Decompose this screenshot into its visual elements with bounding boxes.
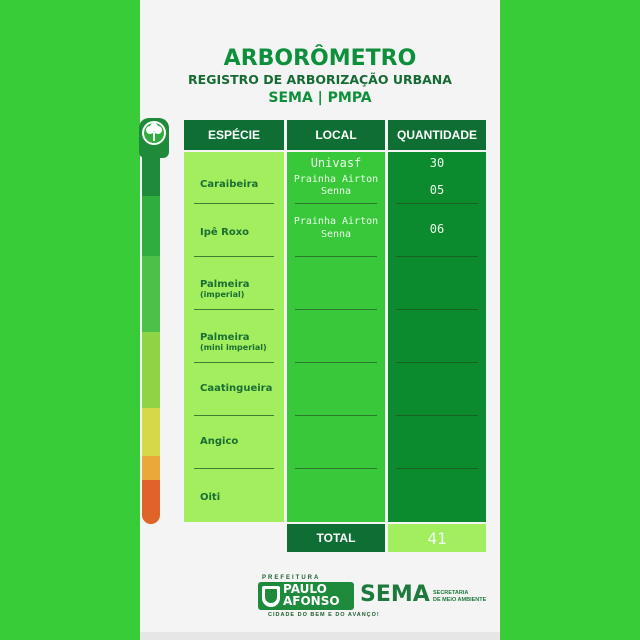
shield-inner: [265, 589, 277, 603]
row-divider: [396, 362, 478, 363]
quantity-cell: 05: [429, 183, 445, 197]
local-cell: Univasf: [310, 156, 362, 170]
thermo-segment: [142, 456, 160, 480]
quantity-cell: 06: [429, 222, 445, 236]
species-label: Palmeira (mini imperial): [200, 332, 267, 352]
species-label: Caatingueira: [200, 383, 273, 394]
total-value: 41: [388, 524, 486, 552]
row-divider: [194, 256, 274, 257]
column-header-especie: ESPÉCIE: [184, 120, 284, 150]
local-cell: Prainha Airton Senna: [293, 174, 379, 197]
local-column: [287, 152, 385, 522]
row-divider: [194, 203, 274, 204]
row-divider: [396, 203, 478, 204]
organization-label: SEMA | PMPA: [268, 90, 372, 106]
species-label: Palmeira (imperial): [200, 279, 250, 299]
thermometer-gauge: [142, 148, 160, 524]
row-divider: [396, 468, 478, 469]
city-slogan: CIDADE DO BEM E DO AVANÇO!: [268, 612, 380, 618]
page-title: ARBORÔMETRO: [223, 46, 417, 71]
sema-subtitle: SECRETARIA DE MEIO AMBIENTE: [433, 590, 487, 603]
row-divider: [295, 362, 377, 363]
row-divider: [295, 415, 377, 416]
thermo-segment: [142, 256, 160, 332]
row-divider: [396, 309, 478, 310]
city-name: PAULO AFONSO: [283, 582, 340, 608]
page-subtitle: REGISTRO DE ARBORIZAÇÃO URBANA: [188, 72, 452, 87]
row-divider: [194, 309, 274, 310]
card-shadow: [140, 632, 500, 640]
tree-icon: [139, 118, 169, 154]
species-label: Oiti: [200, 492, 221, 503]
column-header-local: LOCAL: [287, 120, 385, 150]
row-divider: [194, 415, 274, 416]
row-divider: [396, 415, 478, 416]
column-header-quantidade: QUANTIDADE: [388, 120, 486, 150]
row-divider: [295, 309, 377, 310]
quantity-column: [388, 152, 486, 522]
quantity-cell: 30: [429, 156, 445, 170]
local-cell: Prainha Airton Senna: [293, 216, 379, 240]
row-divider: [295, 256, 377, 257]
thermo-segment: [142, 332, 160, 408]
thermo-segment: [142, 408, 160, 456]
row-divider: [194, 362, 274, 363]
prefeitura-label: PREFEITURA: [262, 575, 321, 581]
row-divider: [396, 256, 478, 257]
species-label: Ipê Roxo: [200, 227, 250, 238]
row-divider: [295, 203, 377, 204]
thermo-segment: [142, 196, 160, 256]
row-divider: [295, 468, 377, 469]
total-label: TOTAL: [287, 524, 385, 552]
thermo-segment: [142, 480, 160, 524]
row-divider: [194, 468, 274, 469]
sema-logo: SEMA: [360, 582, 430, 607]
species-label: Caraibeira: [200, 179, 259, 190]
species-label: Angico: [200, 436, 239, 447]
